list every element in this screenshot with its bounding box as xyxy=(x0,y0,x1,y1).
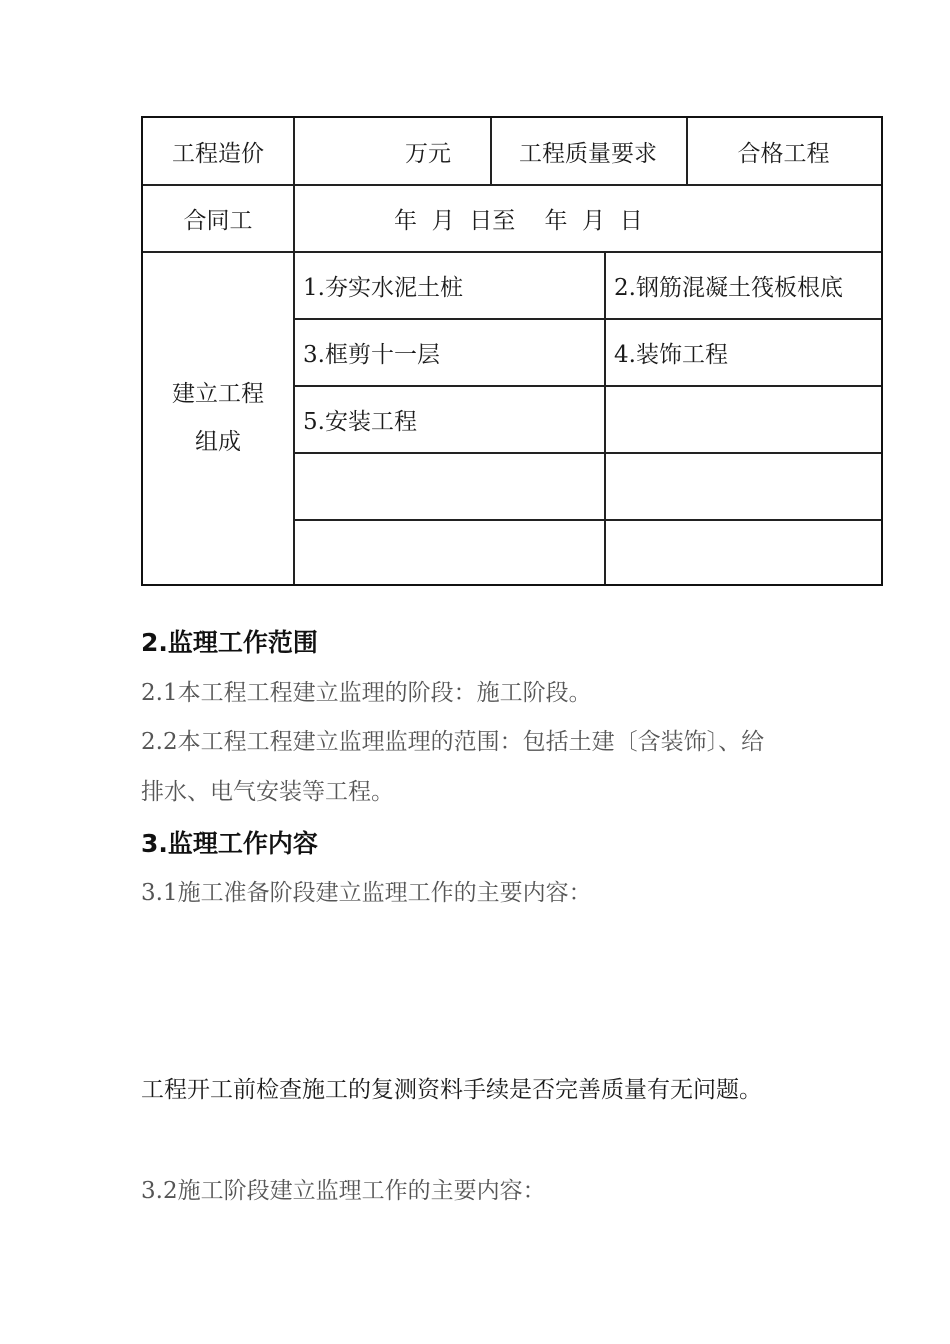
composition-item: 3.框剪十一层 xyxy=(303,342,440,368)
section-3-heading: 3.监理工作内容 xyxy=(141,829,318,858)
composition-label-line2: 组成 xyxy=(195,429,241,455)
section-2-2-text: 2.2本工程工程建立监理监理的范围：包括土建〔含装饰〕、给 xyxy=(141,729,765,755)
section-3-1-text: 3.1施工准备阶段建立监理工作的主要内容： xyxy=(141,880,592,906)
cost-label: 工程造价 xyxy=(172,141,264,167)
composition-item: 2.钢筋混凝土筏板根底 xyxy=(614,275,843,301)
section-2-1-text: 2.1本工程工程建立监理的阶段：施工阶段。 xyxy=(141,680,592,706)
quality-value: 合格工程 xyxy=(737,141,830,167)
composition-item: 1.夯实水泥土桩 xyxy=(303,275,463,301)
composition-item xyxy=(293,520,604,584)
contract-period-label: 合同工 xyxy=(183,208,253,234)
composition-label-line1: 建立工程 xyxy=(172,381,264,407)
composition-item xyxy=(604,453,881,520)
section-2-2-text-cont: 排水、电气安装等工程。 xyxy=(141,779,394,805)
cost-value: 万元 xyxy=(405,141,451,167)
contract-period-value: 年 月 日至 年 月 日 xyxy=(394,208,643,234)
project-info-table xyxy=(141,116,883,586)
section-3-2-text: 3.2施工阶段建立监理工作的主要内容： xyxy=(141,1178,546,1204)
composition-item: 4.装饰工程 xyxy=(614,342,728,368)
composition-item: 5.安装工程 xyxy=(303,409,417,435)
section-3-1-body: 工程开工前检查施工的复测资料手续是否完善质量有无问题。 xyxy=(141,1077,762,1103)
composition-label xyxy=(143,252,293,584)
quality-label: 工程质量要求 xyxy=(519,141,657,167)
section-2-heading: 2.监理工作范围 xyxy=(141,628,318,657)
composition-item xyxy=(293,453,604,520)
composition-item xyxy=(604,520,881,584)
composition-item xyxy=(604,386,881,453)
